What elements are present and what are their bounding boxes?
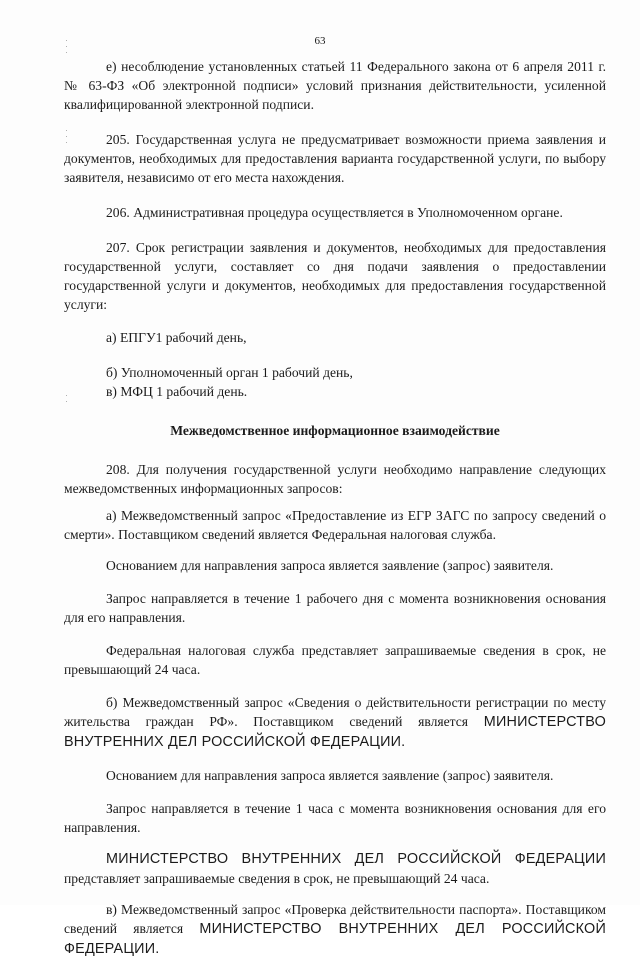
paragraph-208-b-text: б) Межведомственный запрос «Сведения о действительности регистрации по месту жительства граждан РФ». Поставщиком сведений является <box>64 695 606 729</box>
paragraph-208-a: а) Межведомственный запрос «Предоставление из ЕГР ЗАГС по запросу сведений о смерти». Поставщиком сведений является Федеральная налоговая служба. <box>64 508 606 542</box>
paragraph-208-v <box>64 900 606 959</box>
paragraph-e: е) несоблюдение установленных статьей 11 Федерального закона от 6 апреля 2011 г. № 63-ФЗ «Об электронной подписи» условий признания действительности, усиленной квалифицированной электронной подписи. <box>64 59 606 112</box>
paragraph-mvd <box>64 849 606 888</box>
paragraph-207-a: а) ЕПГУ1 рабочий день, <box>106 330 247 345</box>
paragraph-sent-2: Запрос направляется в течение 1 часа с момента возникновения основания для его направления. <box>64 801 606 835</box>
paragraph-mvd-text: представляет запрашиваемые сведения в срок, не превышающий 24 часа. <box>64 871 490 886</box>
paragraph-206: 206. Административная процедура осуществляется в Уполномоченном органе. <box>106 205 563 220</box>
paragraph-208-v-org: МИНИСТЕРСТВО ВНУТРЕННИХ ДЕЛ РОССИЙСКОЙ ФЕДЕРАЦИИ. <box>64 921 606 957</box>
paragraph-208: 208. Для получения государственной услуги необходимо направление следующих межведомственных информационных запросов: <box>64 462 606 496</box>
paragraph-basis-1: Основанием для направления запроса является заявление (запрос) заявителя. <box>106 558 554 573</box>
paragraph-205: 205. Государственная услуга не предусматривает возможности приема заявления и документов, необходимых для предоставления варианта государственной услуги, по выбору заявителя, независимо от его места нахождения. <box>64 132 606 185</box>
paragraph-207-b: б) Уполномоченный орган 1 рабочий день, <box>106 365 353 380</box>
paragraph-basis-2: Основанием для направления запроса является заявление (запрос) заявителя. <box>106 768 554 783</box>
page-number: 63 <box>314 35 326 47</box>
paragraph-mvd-org: МИНИСТЕРСТВО ВНУТРЕННИХ ДЕЛ РОССИЙСКОЙ ФЕДЕРАЦИИ <box>106 851 606 867</box>
paragraph-207: 207. Срок регистрации заявления и документов, необходимых для предоставления государственной услуги, составляет со дня подачи заявления о предоставлении государственной услуги и документов, необходимых для предоставления государственной услуги: <box>64 240 606 312</box>
document-body <box>64 57 606 959</box>
paragraph-fns: Федеральная налоговая служба представляет запрашиваемые сведения в срок, не превышающий 24 часа. <box>64 643 606 677</box>
scan-margin-marks <box>66 40 68 58</box>
section-heading: Межведомственное информационное взаимодействие <box>170 423 500 438</box>
paragraph-207-c: в) МФЦ 1 рабочий день. <box>106 384 248 399</box>
paragraph-208-b <box>64 693 606 752</box>
paragraph-208-v-text: в) Межведомственный запрос «Проверка действительности паспорта». Поставщиком сведений является <box>64 902 606 936</box>
paragraph-208-b-org: МИНИСТЕРСТВО ВНУТРЕННИХ ДЕЛ РОССИЙСКОЙ ФЕДЕРАЦИИ. <box>64 714 606 750</box>
paragraph-sent-1: Запрос направляется в течение 1 рабочего дня с момента возникновения основания для его направления. <box>64 591 606 625</box>
